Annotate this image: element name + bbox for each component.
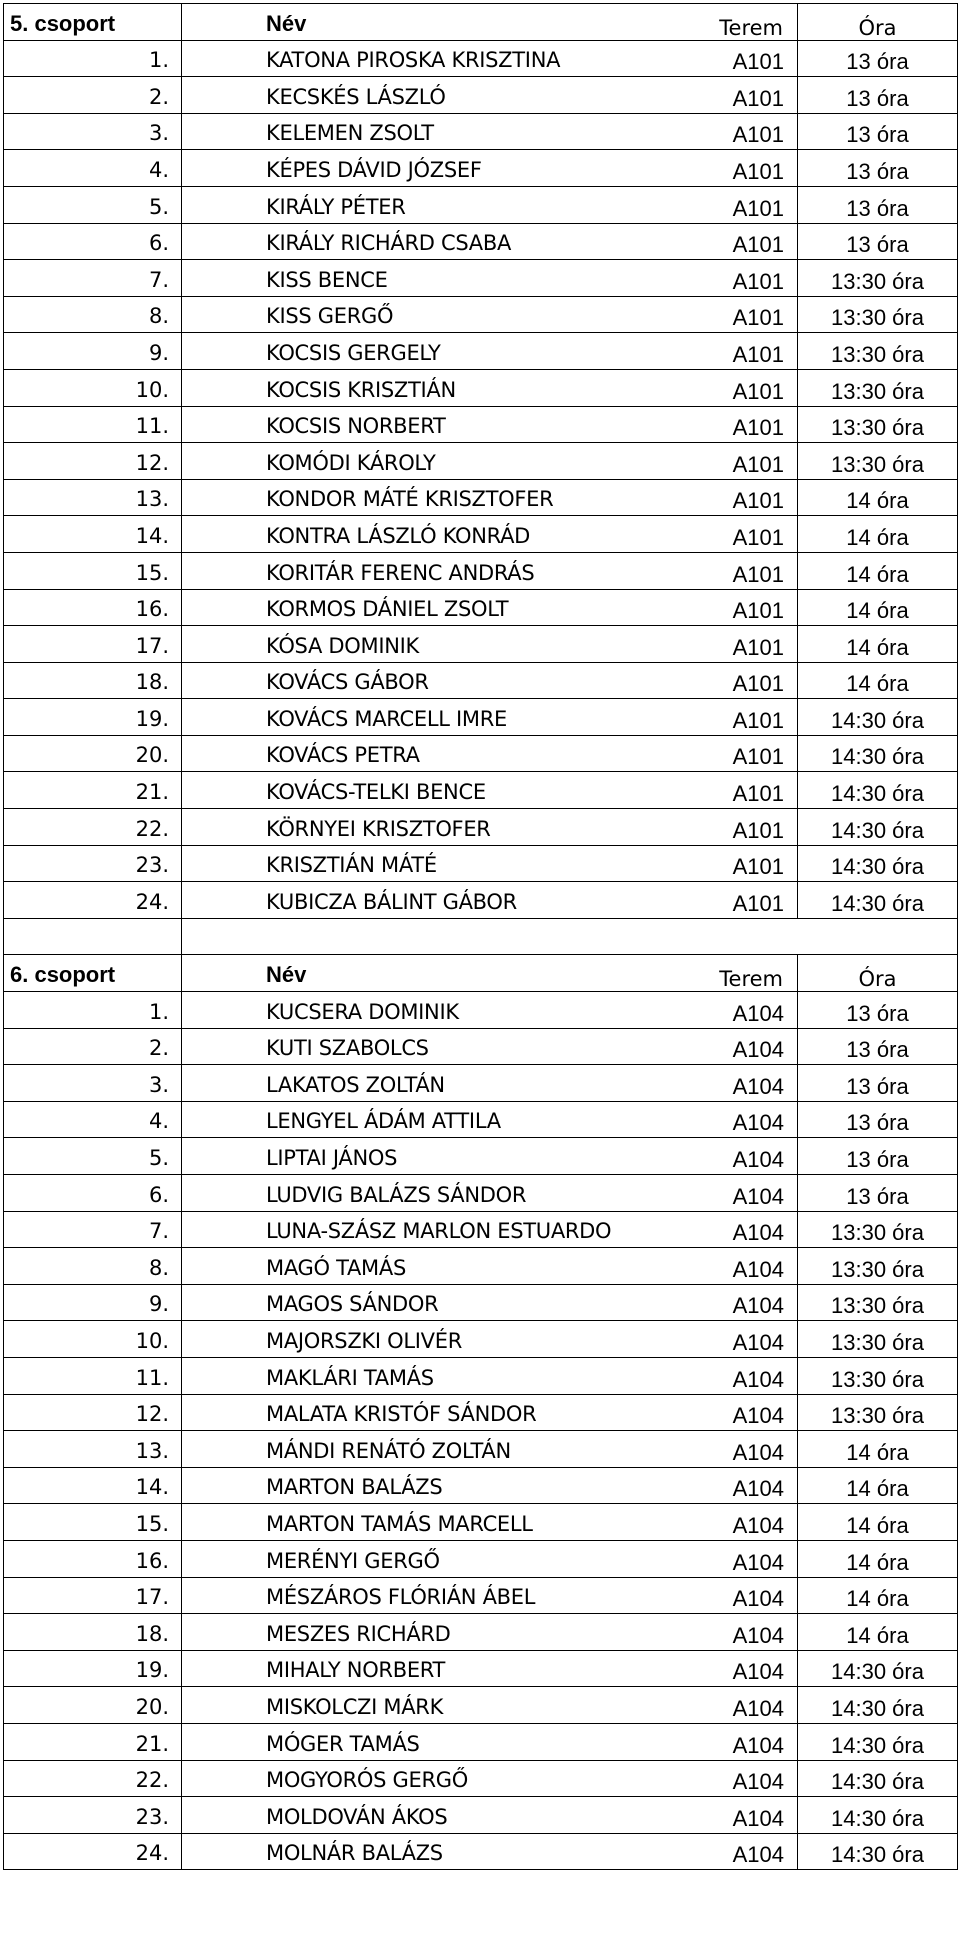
student-name: MOGYORÓS GERGŐ <box>182 1760 662 1797</box>
student-name: MAGOS SÁNDOR <box>182 1284 662 1321</box>
student-name: MAGÓ TAMÁS <box>182 1248 662 1285</box>
room-code: A104 <box>662 1028 798 1065</box>
row-number: 23. <box>4 845 182 882</box>
room-code: A104 <box>662 1650 798 1687</box>
time-slot: 14:30 óra <box>798 1650 958 1687</box>
group-title: 5. csoport <box>4 4 182 41</box>
column-header-room: Terem <box>662 4 798 41</box>
time-slot: 14:30 óra <box>798 772 958 809</box>
student-name: KUBICZA BÁLINT GÁBOR <box>182 882 662 919</box>
time-slot: 13 óra <box>798 40 958 77</box>
room-code: A104 <box>662 1175 798 1212</box>
room-code: A101 <box>662 77 798 114</box>
room-code: A101 <box>662 772 798 809</box>
room-code: A101 <box>662 845 798 882</box>
time-slot: 14:30 óra <box>798 882 958 919</box>
room-code: A101 <box>662 882 798 919</box>
time-slot: 13 óra <box>798 223 958 260</box>
time-slot: 14:30 óra <box>798 1797 958 1834</box>
student-name: KORMOS DÁNIEL ZSOLT <box>182 589 662 626</box>
time-slot: 13:30 óra <box>798 1284 958 1321</box>
table-row <box>4 845 958 882</box>
time-slot: 14:30 óra <box>798 809 958 846</box>
room-code: A101 <box>662 735 798 772</box>
schedule-body <box>4 4 958 1870</box>
time-slot: 13:30 óra <box>798 296 958 333</box>
table-row <box>4 662 958 699</box>
schedule-table <box>3 3 958 1870</box>
student-name: KÓSA DOMINIK <box>182 626 662 663</box>
column-header-time: Óra <box>798 955 958 992</box>
row-number: 1. <box>4 992 182 1029</box>
student-name: KOMÓDI KÁROLY <box>182 443 662 480</box>
table-row <box>4 1211 958 1248</box>
row-number: 19. <box>4 699 182 736</box>
room-code: A104 <box>662 1248 798 1285</box>
table-row <box>4 552 958 589</box>
room-code: A104 <box>662 1540 798 1577</box>
column-header-room: Terem <box>662 955 798 992</box>
group-header-row <box>4 4 958 41</box>
time-slot: 13 óra <box>798 1175 958 1212</box>
row-number: 9. <box>4 333 182 370</box>
row-number: 17. <box>4 626 182 663</box>
room-code: A104 <box>662 1211 798 1248</box>
spacer-cell <box>182 918 958 955</box>
time-slot: 13:30 óra <box>798 443 958 480</box>
room-code: A101 <box>662 552 798 589</box>
student-name: MALATA KRISTÓF SÁNDOR <box>182 1394 662 1431</box>
row-number: 4. <box>4 150 182 187</box>
table-row <box>4 113 958 150</box>
row-number: 15. <box>4 1504 182 1541</box>
table-row <box>4 1065 958 1102</box>
room-code: A104 <box>662 1833 798 1870</box>
row-number: 13. <box>4 1431 182 1468</box>
student-name: MÁNDI RENÁTÓ ZOLTÁN <box>182 1431 662 1468</box>
time-slot: 14:30 óra <box>798 699 958 736</box>
row-number: 10. <box>4 1321 182 1358</box>
room-code: A101 <box>662 662 798 699</box>
time-slot: 14 óra <box>798 1467 958 1504</box>
row-number: 6. <box>4 223 182 260</box>
room-code: A101 <box>662 443 798 480</box>
student-name: KONDOR MÁTÉ KRISZTOFER <box>182 479 662 516</box>
row-number: 24. <box>4 1833 182 1870</box>
row-number: 10. <box>4 369 182 406</box>
time-slot: 14 óra <box>798 589 958 626</box>
row-number: 3. <box>4 1065 182 1102</box>
room-code: A104 <box>662 1577 798 1614</box>
student-name: MÉSZÁROS FLÓRIÁN ÁBEL <box>182 1577 662 1614</box>
time-slot: 14 óra <box>798 552 958 589</box>
table-row <box>4 1760 958 1797</box>
room-code: A101 <box>662 479 798 516</box>
row-number: 6. <box>4 1175 182 1212</box>
time-slot: 13 óra <box>798 150 958 187</box>
student-name: KOVÁCS MARCELL IMRE <box>182 699 662 736</box>
table-row <box>4 735 958 772</box>
student-name: KOCSIS NORBERT <box>182 406 662 443</box>
time-slot: 14 óra <box>798 1540 958 1577</box>
time-slot: 14:30 óra <box>798 1833 958 1870</box>
room-code: A104 <box>662 1138 798 1175</box>
row-number: 12. <box>4 443 182 480</box>
time-slot: 13:30 óra <box>798 1321 958 1358</box>
time-slot: 13:30 óra <box>798 1248 958 1285</box>
row-number: 8. <box>4 1248 182 1285</box>
row-number: 5. <box>4 1138 182 1175</box>
table-row <box>4 882 958 919</box>
row-number: 3. <box>4 113 182 150</box>
table-row <box>4 1833 958 1870</box>
time-slot: 13 óra <box>798 113 958 150</box>
table-row <box>4 1175 958 1212</box>
room-code: A101 <box>662 113 798 150</box>
row-number: 16. <box>4 1540 182 1577</box>
room-code: A104 <box>662 1065 798 1102</box>
student-name: KUTI SZABOLCS <box>182 1028 662 1065</box>
room-code: A104 <box>662 1687 798 1724</box>
room-code: A101 <box>662 369 798 406</box>
student-name: KISS BENCE <box>182 260 662 297</box>
student-name: LENGYEL ÁDÁM ATTILA <box>182 1101 662 1138</box>
room-code: A104 <box>662 1760 798 1797</box>
table-row <box>4 40 958 77</box>
time-slot: 14 óra <box>798 1614 958 1651</box>
table-row <box>4 1687 958 1724</box>
row-number: 17. <box>4 1577 182 1614</box>
row-number: 11. <box>4 406 182 443</box>
student-name: MARTON BALÁZS <box>182 1467 662 1504</box>
room-code: A101 <box>662 516 798 553</box>
row-number: 4. <box>4 1101 182 1138</box>
time-slot: 14:30 óra <box>798 845 958 882</box>
table-row <box>4 1284 958 1321</box>
room-code: A101 <box>662 150 798 187</box>
table-row <box>4 1504 958 1541</box>
table-row <box>4 443 958 480</box>
table-row <box>4 223 958 260</box>
time-slot: 14 óra <box>798 662 958 699</box>
student-name: KATONA PIROSKA KRISZTINA <box>182 40 662 77</box>
row-number: 22. <box>4 1760 182 1797</box>
student-name: KIRÁLY RICHÁRD CSABA <box>182 223 662 260</box>
room-code: A101 <box>662 809 798 846</box>
room-code: A104 <box>662 1101 798 1138</box>
room-code: A101 <box>662 296 798 333</box>
room-code: A101 <box>662 186 798 223</box>
student-name: KOVÁCS GÁBOR <box>182 662 662 699</box>
student-name: KIRÁLY PÉTER <box>182 186 662 223</box>
room-code: A104 <box>662 1284 798 1321</box>
column-header-time: Óra <box>798 4 958 41</box>
table-row <box>4 260 958 297</box>
table-row <box>4 772 958 809</box>
table-row <box>4 333 958 370</box>
room-code: A101 <box>662 699 798 736</box>
student-name: MIHALY NORBERT <box>182 1650 662 1687</box>
time-slot: 13:30 óra <box>798 369 958 406</box>
table-row <box>4 1028 958 1065</box>
student-name: MOLNÁR BALÁZS <box>182 1833 662 1870</box>
student-name: KRISZTIÁN MÁTÉ <box>182 845 662 882</box>
time-slot: 13 óra <box>798 992 958 1029</box>
table-row <box>4 77 958 114</box>
row-number: 18. <box>4 662 182 699</box>
row-number: 23. <box>4 1797 182 1834</box>
room-code: A104 <box>662 1467 798 1504</box>
room-code: A104 <box>662 1431 798 1468</box>
room-code: A101 <box>662 260 798 297</box>
room-code: A104 <box>662 1504 798 1541</box>
table-row <box>4 296 958 333</box>
student-name: KÖRNYEI KRISZTOFER <box>182 809 662 846</box>
room-code: A101 <box>662 223 798 260</box>
time-slot: 14 óra <box>798 1577 958 1614</box>
student-name: MARTON TAMÁS MARCELL <box>182 1504 662 1541</box>
row-number: 20. <box>4 735 182 772</box>
table-row <box>4 1614 958 1651</box>
row-number: 5. <box>4 186 182 223</box>
room-code: A101 <box>662 626 798 663</box>
group-header-row <box>4 955 958 992</box>
time-slot: 14 óra <box>798 1431 958 1468</box>
table-row <box>4 626 958 663</box>
row-number: 14. <box>4 516 182 553</box>
room-code: A104 <box>662 1614 798 1651</box>
room-code: A104 <box>662 1723 798 1760</box>
row-number: 21. <box>4 772 182 809</box>
student-name: KOCSIS KRISZTIÁN <box>182 369 662 406</box>
student-name: LAKATOS ZOLTÁN <box>182 1065 662 1102</box>
room-code: A104 <box>662 1394 798 1431</box>
time-slot: 13 óra <box>798 1065 958 1102</box>
table-row <box>4 1467 958 1504</box>
student-name: KUCSERA DOMINIK <box>182 992 662 1029</box>
student-name: MAJORSZKI OLIVÉR <box>182 1321 662 1358</box>
student-name: KOCSIS GERGELY <box>182 333 662 370</box>
table-row <box>4 1138 958 1175</box>
table-row <box>4 1101 958 1138</box>
time-slot: 13 óra <box>798 186 958 223</box>
room-code: A104 <box>662 1321 798 1358</box>
time-slot: 13:30 óra <box>798 1357 958 1394</box>
time-slot: 13:30 óra <box>798 260 958 297</box>
table-row <box>4 1723 958 1760</box>
time-slot: 14:30 óra <box>798 1687 958 1724</box>
row-number: 1. <box>4 40 182 77</box>
row-number: 2. <box>4 1028 182 1065</box>
row-number: 7. <box>4 260 182 297</box>
student-name: KISS GERGŐ <box>182 296 662 333</box>
group-title: 6. csoport <box>4 955 182 992</box>
spacer-cell <box>4 918 182 955</box>
room-code: A104 <box>662 1797 798 1834</box>
time-slot: 14:30 óra <box>798 1723 958 1760</box>
row-number: 13. <box>4 479 182 516</box>
student-name: MÓGER TAMÁS <box>182 1723 662 1760</box>
room-code: A104 <box>662 1357 798 1394</box>
room-code: A104 <box>662 992 798 1029</box>
table-row <box>4 1321 958 1358</box>
row-number: 15. <box>4 552 182 589</box>
student-name: LIPTAI JÁNOS <box>182 1138 662 1175</box>
table-row <box>4 1577 958 1614</box>
table-row <box>4 1357 958 1394</box>
time-slot: 14:30 óra <box>798 735 958 772</box>
row-number: 12. <box>4 1394 182 1431</box>
table-row <box>4 992 958 1029</box>
table-row <box>4 809 958 846</box>
row-number: 2. <box>4 77 182 114</box>
table-row <box>4 589 958 626</box>
time-slot: 13 óra <box>798 1101 958 1138</box>
student-name: MERÉNYI GERGŐ <box>182 1540 662 1577</box>
student-name: KÉPES DÁVID JÓZSEF <box>182 150 662 187</box>
table-row <box>4 1650 958 1687</box>
time-slot: 14:30 óra <box>798 1760 958 1797</box>
room-code: A101 <box>662 589 798 626</box>
spacer-row <box>4 918 958 955</box>
row-number: 21. <box>4 1723 182 1760</box>
table-row <box>4 406 958 443</box>
room-code: A101 <box>662 406 798 443</box>
row-number: 7. <box>4 1211 182 1248</box>
student-name: KOVÁCS-TELKI BENCE <box>182 772 662 809</box>
time-slot: 13 óra <box>798 1028 958 1065</box>
table-row <box>4 479 958 516</box>
row-number: 11. <box>4 1357 182 1394</box>
student-name: KORITÁR FERENC ANDRÁS <box>182 552 662 589</box>
room-code: A101 <box>662 333 798 370</box>
room-code: A101 <box>662 40 798 77</box>
time-slot: 14 óra <box>798 479 958 516</box>
time-slot: 13:30 óra <box>798 1211 958 1248</box>
student-name: MISKOLCZI MÁRK <box>182 1687 662 1724</box>
row-number: 19. <box>4 1650 182 1687</box>
table-row <box>4 1431 958 1468</box>
row-number: 8. <box>4 296 182 333</box>
table-row <box>4 186 958 223</box>
student-name: KECSKÉS LÁSZLÓ <box>182 77 662 114</box>
table-row <box>4 1797 958 1834</box>
column-header-name: Név <box>182 955 662 992</box>
time-slot: 13 óra <box>798 1138 958 1175</box>
column-header-name: Név <box>182 4 662 41</box>
row-number: 16. <box>4 589 182 626</box>
row-number: 14. <box>4 1467 182 1504</box>
table-row <box>4 516 958 553</box>
time-slot: 14 óra <box>798 626 958 663</box>
student-name: KELEMEN ZSOLT <box>182 113 662 150</box>
table-row <box>4 150 958 187</box>
row-number: 9. <box>4 1284 182 1321</box>
table-row <box>4 1248 958 1285</box>
student-name: LUDVIG BALÁZS SÁNDOR <box>182 1175 662 1212</box>
row-number: 22. <box>4 809 182 846</box>
time-slot: 13:30 óra <box>798 406 958 443</box>
time-slot: 13:30 óra <box>798 1394 958 1431</box>
student-name: KONTRA LÁSZLÓ KONRÁD <box>182 516 662 553</box>
student-name: MOLDOVÁN ÁKOS <box>182 1797 662 1834</box>
time-slot: 13 óra <box>798 77 958 114</box>
student-name: LUNA-SZÁSZ MARLON ESTUARDO <box>182 1211 662 1248</box>
table-row <box>4 369 958 406</box>
student-name: MESZES RICHÁRD <box>182 1614 662 1651</box>
time-slot: 13:30 óra <box>798 333 958 370</box>
student-name: MAKLÁRI TAMÁS <box>182 1357 662 1394</box>
table-row <box>4 1540 958 1577</box>
table-row <box>4 1394 958 1431</box>
row-number: 24. <box>4 882 182 919</box>
row-number: 18. <box>4 1614 182 1651</box>
time-slot: 14 óra <box>798 1504 958 1541</box>
time-slot: 14 óra <box>798 516 958 553</box>
table-row <box>4 699 958 736</box>
student-name: KOVÁCS PETRA <box>182 735 662 772</box>
row-number: 20. <box>4 1687 182 1724</box>
